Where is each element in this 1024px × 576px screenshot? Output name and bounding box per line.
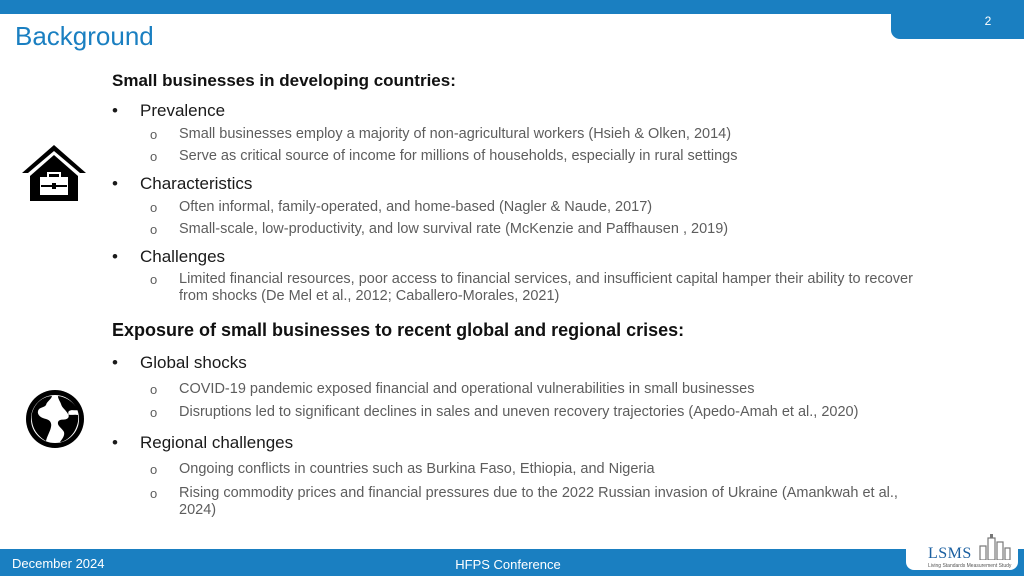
sub-bullet-mark: o bbox=[150, 149, 158, 164]
sub-bullet-mark: o bbox=[150, 382, 158, 397]
sub-bullet-text: Disruptions led to significant declines in sales and uneven recovery trajectories (Apedo-Amah et al., 2020) bbox=[179, 404, 859, 420]
slide-title: Background bbox=[15, 21, 154, 51]
globe-icon bbox=[24, 388, 86, 450]
page-number: 2 bbox=[984, 14, 992, 28]
bullet-label: Characteristics bbox=[140, 174, 253, 193]
sub-bullet-mark: o bbox=[150, 462, 158, 477]
bullet-dot: • bbox=[112, 247, 118, 266]
sub-bullet-mark: o bbox=[150, 272, 158, 287]
bullet-label: Challenges bbox=[140, 247, 226, 266]
bullet-label: Prevalence bbox=[140, 101, 226, 120]
sub-bullet-text: Rising commodity prices and financial pressures due to the 2022 Russian invasion of Ukraine (Amankwah et al., 2024) bbox=[179, 485, 898, 518]
footer-conference: HFPS Conference bbox=[455, 557, 561, 572]
city-buildings-icon bbox=[978, 532, 1012, 560]
section-heading-small-businesses: Small businesses in developing countries: bbox=[112, 71, 456, 90]
house-briefcase-icon bbox=[20, 143, 88, 203]
sub-bullet-text: Often informal, family-operated, and home-based (Nagler & Naude, 2017) bbox=[179, 199, 653, 215]
sub-bullet-text: Serve as critical source of income for millions of households, especially in rural settings bbox=[179, 148, 738, 164]
sub-bullet-text: Small businesses employ a majority of non-agricultural workers (Hsieh & Olken, 2014) bbox=[179, 126, 732, 142]
lsms-logo-subtitle: Living Standards Measurement Study bbox=[928, 563, 1012, 569]
top-accent-bar bbox=[0, 0, 1024, 14]
sub-bullet-mark: o bbox=[150, 486, 158, 501]
bullet-dot: • bbox=[112, 353, 118, 372]
section-heading-exposure: Exposure of small businesses to recent global and regional crises: bbox=[112, 320, 685, 340]
sub-bullet-text: COVID-19 pandemic exposed financial and operational vulnerabilities in small businesses bbox=[179, 381, 755, 397]
sub-bullet-text: Small-scale, low-productivity, and low survival rate (McKenzie and Paffhausen , 2019) bbox=[179, 221, 729, 237]
bullet-label: Global shocks bbox=[140, 353, 247, 372]
sub-bullet-mark: o bbox=[150, 405, 158, 420]
bullet-dot: • bbox=[112, 174, 118, 193]
sub-bullet-text: Ongoing conflicts in countries such as Burkina Faso, Ethiopia, and Nigeria bbox=[179, 461, 655, 477]
bullet-label: Regional challenges bbox=[140, 433, 294, 452]
footer-date: December 2024 bbox=[12, 556, 105, 571]
sub-bullet-mark: o bbox=[150, 200, 158, 215]
sub-bullet-text: Limited financial resources, poor access to financial services, and insufficient capital hamper their ability to recover from shocks (De Mel et al., 2012; Caballero-Morales, 2021) bbox=[179, 271, 913, 304]
bullet-dot: • bbox=[112, 101, 118, 120]
sub-bullet-mark: o bbox=[150, 222, 158, 237]
lsms-logo-text: LSMS bbox=[928, 545, 972, 562]
bullet-dot: • bbox=[112, 433, 118, 452]
sub-bullet-mark: o bbox=[150, 127, 158, 142]
